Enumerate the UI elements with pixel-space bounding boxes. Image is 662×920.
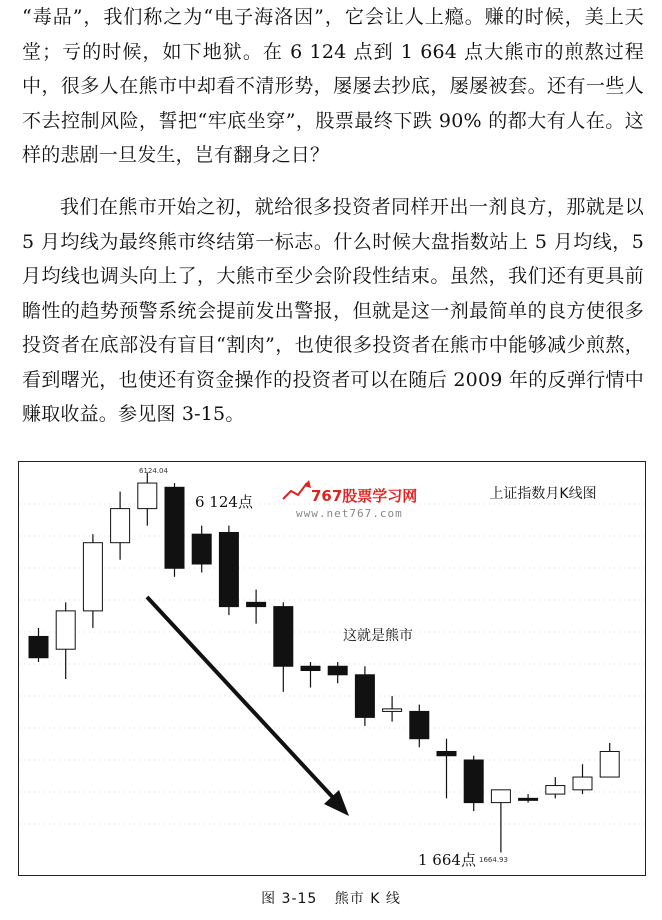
paragraph-2: 我们在熊市开始之初，就给很多投资者同样开出一剂良方，那就是以 5 月均线为最终熊市终结第一标志。什么时候大盘指数站上 5 月均线，5 月均线也调头向上了，大熊市至少会阶段性结束。虽然，我们还有更具前瞻性的趋势预警系统会提前发出警报，但就是这一剂最简单的良方使很多投资者在底部没有盲目“割肉”，也使很多投资者在熊市中能够减少煎熬，看到曙光，也使还有资金操作的投资者可以在随后 2009 年的反弹行情中赚取收益。参见图 3-15。	[22, 196, 644, 425]
candle-body-up	[573, 777, 592, 790]
peak-tag: 6124.04	[139, 467, 168, 475]
candle-body-down	[464, 760, 483, 803]
candle-body-down	[410, 711, 429, 738]
candle-body-down	[247, 602, 266, 606]
candle-body-down	[301, 666, 320, 670]
candle	[464, 756, 483, 811]
candle-body-up	[56, 611, 75, 649]
candle-body-down	[192, 534, 211, 564]
candle	[519, 794, 538, 803]
candle-body-up	[600, 751, 619, 777]
bear-annotation: 这就是熊市	[343, 628, 413, 644]
trough-tag: 1664.93	[479, 856, 508, 864]
candle-body-up	[491, 790, 510, 803]
candle	[219, 526, 238, 615]
candle	[437, 739, 456, 799]
candle	[573, 764, 592, 794]
candle	[328, 662, 347, 683]
kline-figure	[18, 461, 646, 876]
chart-title: 上证指数月K线图	[489, 486, 597, 502]
watermark-name: 767股票学习网	[311, 487, 418, 505]
candle	[165, 483, 184, 577]
caption-text: 熊市 K 线	[334, 891, 401, 907]
candle	[383, 696, 402, 722]
bear-arrow	[147, 597, 349, 816]
candle-body-down	[437, 751, 456, 755]
candle-body-down	[274, 607, 293, 667]
candle	[111, 492, 130, 560]
candle-body-down	[219, 532, 238, 606]
candle	[301, 662, 320, 688]
candle-body-up	[111, 509, 130, 543]
candle-body-up	[383, 709, 402, 712]
watermark-url: www.net767.com	[296, 507, 403, 520]
watermark-logo-icon	[283, 480, 311, 499]
candle	[355, 666, 374, 726]
paragraph-1: “毒品”，我们称之为“电子海洛因”，它会让人上瘾。赚的时候，美上天堂；亏的时候，如下地狱。在 6 124 点到 1 664 点大熊市的煎熬过程中，很多人在熊市中却看不清形势，屡屡去抄底，屡屡被套。还有一些人不去控制风险，誓把“牢底坐穿”，股票最终下跌 90% 的都大有人在。这样的悲剧一旦发生，岂有翻身之日？	[22, 6, 644, 166]
candle-body-down	[519, 798, 538, 800]
trough-label: 1 664点	[418, 851, 476, 869]
candle-body-down	[29, 636, 48, 657]
candle-body-up	[138, 483, 157, 509]
figure-caption	[0, 888, 662, 908]
candle	[56, 602, 75, 679]
candle	[138, 472, 157, 525]
candle	[29, 628, 48, 662]
candle-body-up	[83, 543, 102, 611]
candle-body-up	[546, 786, 565, 795]
candle	[274, 602, 293, 691]
kline-chart	[19, 462, 646, 876]
peak-label: 6 124点	[195, 493, 253, 511]
candle-body-down	[165, 487, 184, 568]
candle	[491, 790, 510, 853]
candle	[83, 534, 102, 628]
candle	[192, 526, 211, 573]
candle	[247, 590, 266, 624]
candle-body-down	[355, 675, 374, 718]
candle-body-down	[328, 666, 347, 675]
candle	[600, 743, 619, 777]
candle	[410, 705, 429, 748]
caption-number: 图 3-15	[261, 891, 318, 907]
candle	[546, 777, 565, 798]
